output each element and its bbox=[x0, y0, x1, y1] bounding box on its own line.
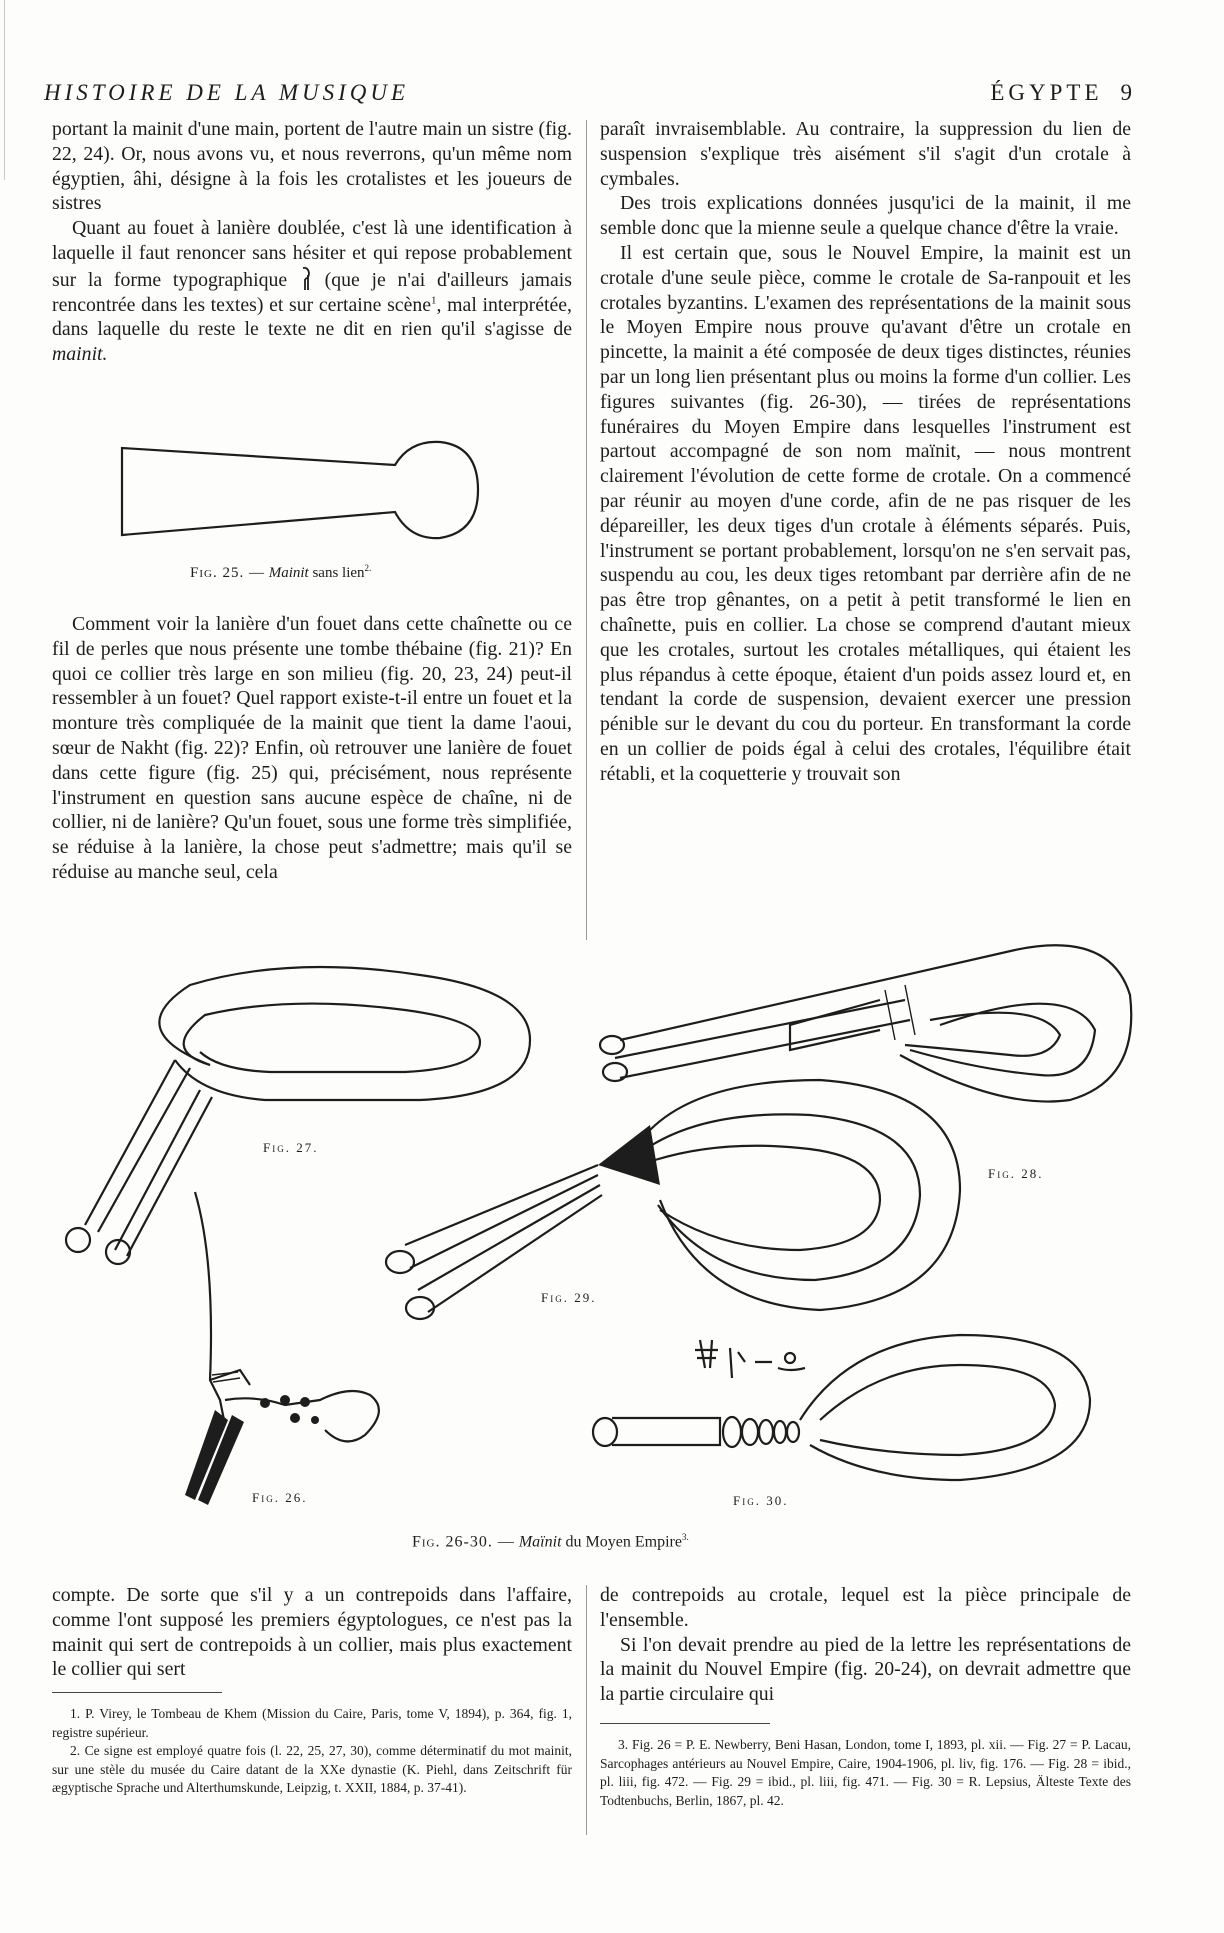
page-number: 9 bbox=[1120, 80, 1132, 105]
caption-label: Fig. 26-30. — bbox=[412, 1533, 515, 1551]
footnote: 1. P. Virey, le Tombeau de Khem (Mission du Caire, Paris, tome V, 1894), p. 364, fig. 1, registre supérieur. bbox=[52, 1706, 572, 1740]
text-run: Quant au fouet à lanière doublée, c'est là une identification à laquelle il faut renoncer sans hésiter et qui repose probablement sur la forme typographique bbox=[52, 217, 572, 291]
page-header bbox=[44, 80, 1132, 110]
fig25-drawing bbox=[122, 442, 478, 538]
text-run: (que je n'ai d'ailleurs jamais rencontrée dans les textes) et sur certaine scène bbox=[52, 268, 572, 316]
right-column-bottom bbox=[600, 1583, 1131, 1707]
margin-rule bbox=[4, 0, 5, 180]
caption-title: Maïnit bbox=[518, 1533, 562, 1551]
paragraph: compte. De sorte que s'il y a un contrepoids dans l'affaire, comme l'ont supposé les premiers égyptologues, ce n'est pas la mainit qui sert de contrepoids à un collier, mais plus exactement le collier qui sert bbox=[52, 1584, 572, 1681]
fig26-drawing bbox=[185, 1192, 379, 1505]
caption-rest: sans lien bbox=[312, 565, 365, 581]
footnote: 2. Ce signe est employé quatre fois (l. 22, 25, 27, 30), comme déterminatif du mot mainit, sur une stèle du musée du Caire datant de la XXe dynastie (K. Piehl, dans Zeitschrift für ægyptische Sprache und Alterthumskunde, Leipzig, t. XXII, 1884, p. 37-41). bbox=[52, 1743, 572, 1796]
footnotes-right bbox=[600, 1736, 1131, 1810]
fig27-label: Fig. 27. bbox=[263, 1140, 319, 1155]
fig30-label: Fig. 30. bbox=[733, 1493, 789, 1508]
column-divider bbox=[586, 120, 587, 940]
text-run: , mal interprétée, dans laquelle du reste le texte ne dit en rien qu'il s'agisse de bbox=[52, 293, 572, 341]
fig29-label: Fig. 29. bbox=[541, 1290, 597, 1305]
fig26-30-caption bbox=[412, 1532, 689, 1551]
footnote-ref: 2. bbox=[364, 563, 372, 573]
left-column-middle bbox=[52, 612, 572, 885]
right-column-top bbox=[600, 117, 1131, 787]
fig29-drawing bbox=[386, 1080, 960, 1319]
fig30-drawing bbox=[593, 1335, 1090, 1480]
paragraph bbox=[52, 216, 572, 367]
hieroglyph-name-icon bbox=[695, 1340, 805, 1378]
paragraph: Comment voir la lanière d'un fouet dans cette chaînette ou ce fil de perles que nous présente une tombe thébaine (fig. 21)? En quoi ce collier très large en son milieu (fig. 20, 23, 24) peut-il ressembler à un fouet? Quel rapport existe-t-il entre un fouet et la monture très compliquée de la mainit que tient la dame l'aoui, sœur de Nakht (fig. 22)? Enfin, où retrouver une lanière de fouet dans cette figure (fig. 25) qui, précisément, nous représente l'instrument en question sans aucune espèce de chaîne, ni de collier, ni de lanière? Qu'un fouet, sous une forme très simplifiée, se réduise à la lanière, la chose peut s'admettre; mais qu'il se réduise au manche seul, cela bbox=[52, 613, 572, 883]
paragraph: Si l'on devait prendre au pied de la lettre les représentations de la mainit du Nouvel Empire (fig. 20-24), on devrait admettre que la partie circulaire qui bbox=[600, 1633, 1131, 1706]
paragraph: paraît invraisemblable. Au contraire, la suppression du lien de suspension s'explique très aisément s'il s'agit d'un crotale à cymbales. bbox=[600, 118, 1131, 190]
footnote-rule bbox=[52, 1692, 222, 1693]
footnote: 3. Fig. 26 = P. E. Newberry, Beni Hasan, London, tome I, 1893, pl. xii. — Fig. 27 = P. Lacau, Sarcophages antérieurs au Nouvel Empire, Caire, 1904-1906, pl. liv, fig. 176. — Fig. 28 = ibid., pl. liii, fig. 472. — Fig. 29 = ibid., pl. liii, fig. 471. — Fig. 30 = R. Lepsius, Älteste Texte des Todtenbuchs, Berlin, 1867, pl. 42. bbox=[600, 1737, 1131, 1808]
left-column-bottom bbox=[52, 1583, 572, 1682]
fig28-label: Fig. 28. bbox=[988, 1166, 1044, 1181]
fig26-label: Fig. 26. bbox=[252, 1490, 308, 1505]
paragraph: Des trois explications données jusqu'ici de la mainit, il me semble donc que la mienne seule a quelque chance d'être la vraie. bbox=[600, 192, 1131, 240]
column-divider bbox=[586, 1585, 587, 1835]
running-title: HISTOIRE DE LA MUSIQUE bbox=[44, 80, 410, 105]
footnote-ref: 1 bbox=[431, 293, 437, 306]
footnote-rule bbox=[600, 1723, 770, 1724]
caption-label: Fig. 25. — bbox=[190, 565, 265, 581]
caption-title: Mainit bbox=[268, 565, 309, 581]
section-title bbox=[990, 80, 1132, 106]
footnote-ref: 3. bbox=[681, 1532, 689, 1542]
footnotes-left bbox=[52, 1705, 572, 1798]
fig27-drawing bbox=[66, 967, 530, 1264]
fig25-caption bbox=[190, 563, 371, 582]
hieroglyph-determinative-icon bbox=[299, 266, 313, 292]
paragraph: portant la mainit d'une main, portent de l'autre main un sistre (fig. 22, 24). Or, nous avons vu, et nous reverrons, qu'un même nom égyptien, âhi, désigne à la fois les crotalistes et les joueurs de sistres bbox=[52, 118, 572, 215]
term-mainit: mainit. bbox=[52, 343, 108, 366]
paragraph: de contrepoids au crotale, lequel est la pièce principale de l'ensemble. bbox=[600, 1584, 1131, 1631]
paragraph: Il est certain que, sous le Nouvel Empire, la mainit est un crotale d'une seule pièce, comme le crotale de Sa-ranpouit et les crotales byzantins. L'examen des représentations de la mainit sous le Moyen Empire nous prouve qu'avant d'être un crotale en pincette, la mainit a été composée de deux tiges distinctes, réunies par un long lien présentant plus ou moins la forme d'un collier. Les figures suivantes (fig. 26-30), — tirées de représentations funéraires du Moyen Empire dans lesquelles l'instrument est partout accompagné de son nom maïnit, — nous montrent clairement l'évolution de cette forme de crotale. On a commencé par réunir au moyen d'une corde, afin de ne pas risquer de les dépareiller, les deux tiges d'un crotale à éléments séparés. Puis, l'instrument se portant probablement, lorsqu'on ne s'en servait pas, suspendu au cou, les deux tiges retombant par derrière afin de ne pas être trop gênantes, on a petit à petit transformé le lien en chaînette, puis en collier. La chose se comprend d'autant mieux que les crotales, surtout les crotales métalliques, qui étaient les plus répandus à cette époque, étaient d'un poids assez lourd et, en tendant la corde de suspension, devaient exercer une pression pénible sur le devant du cou du porteur. En transformant la corde en un collier de poids égal à celui des crotales, l'équilibre était rétabli, et la coquetterie y trouvait son bbox=[600, 241, 1131, 785]
section-name: ÉGYPTE bbox=[990, 80, 1103, 105]
fig28-drawing bbox=[600, 945, 1131, 1101]
left-column-top bbox=[52, 117, 572, 367]
caption-rest: du Moyen Empire bbox=[565, 1533, 682, 1551]
